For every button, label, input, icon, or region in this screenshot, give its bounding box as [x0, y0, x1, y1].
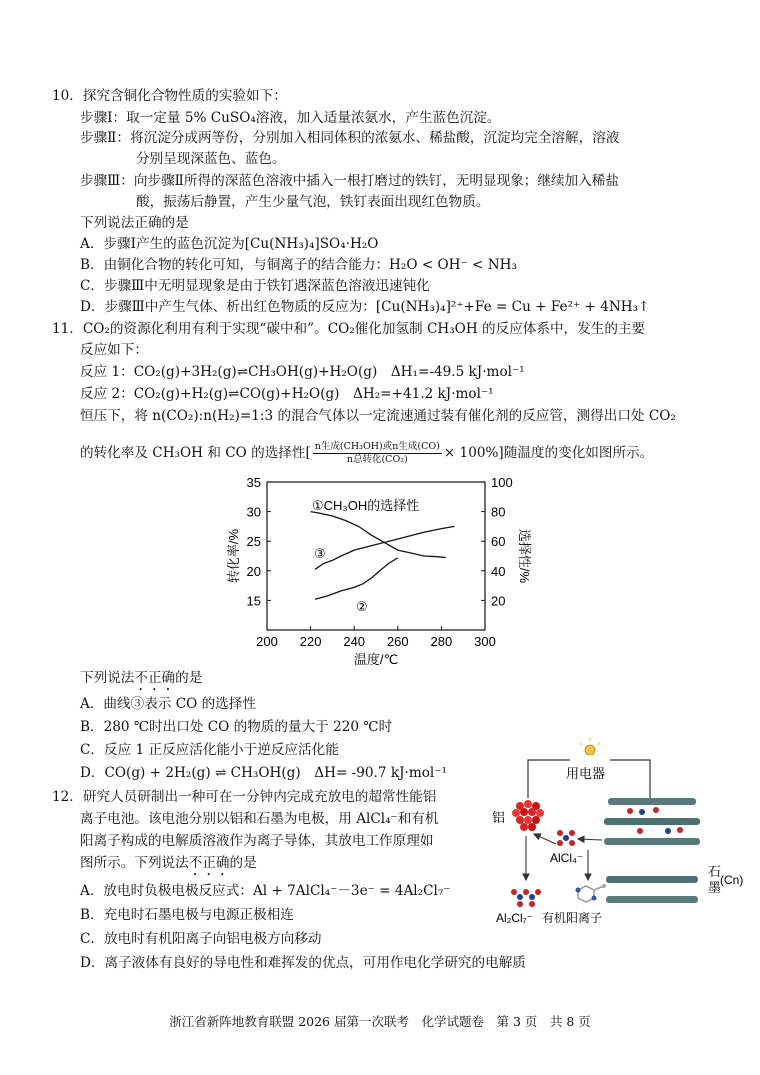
q12-stem-line1: 12．研究人员研制出一种可在一分钟内完成充放电的超常性能铝	[52, 789, 437, 805]
q10-step1: 步骤Ⅰ：取一定量 5% CuSO₄溶液，加入适量浓氨水，产生蓝色沉淀。	[80, 110, 501, 126]
y-left-tick-label: 20	[246, 563, 261, 579]
y-axis-label-right: 选择性/%	[517, 528, 532, 584]
selectivity-conversion-chart	[222, 470, 532, 670]
q11-option-c: C．反应 1 正反应活化能小于逆反应活化能	[80, 742, 339, 758]
x-tick-label: 260	[386, 634, 409, 649]
q10-option-c: C．步骤Ⅲ中无明显现象是由于铁钉遇深蓝色溶液迅速钝化	[80, 278, 430, 294]
q11-selectivity-definition	[80, 441, 653, 466]
q10-step2-line1: 步骤Ⅱ：将沉淀分成两等份，分别加入相同体积的浓氨水、稀盐酸，沉淀均完全溶解，溶液	[80, 130, 620, 146]
y-right-tick-label: 20	[491, 593, 506, 609]
al2cl7-label: Al₂Cl₇⁻	[496, 911, 534, 925]
selectivity-suffix: × 100%]随温度的变化如图所示。	[443, 445, 654, 461]
y-left-tick-label: 30	[246, 504, 261, 520]
y-left-tick-label: 35	[246, 475, 261, 490]
q12-option-a: A．放电时负极电极反应式：Al + 7AlCl₄⁻－3e⁻ = 4Al₂Cl₇⁻	[80, 883, 451, 899]
q10-step3-line2: 酸，振荡后静置，产生少量气泡，铁钉表面出现红色物质。	[136, 194, 490, 210]
q11-reaction-2: 反应 2：CO₂(g)+H₂(g)⇌CO(g)+H₂O(g) ΔH₂=+41.2 kJ·mol⁻¹	[80, 386, 494, 402]
q10-option-b: B．由铜化合物的转化可知，与铜离子的结合能力：H₂O < OH⁻ < NH₃	[80, 257, 517, 273]
y-left-tick-label: 25	[246, 534, 261, 550]
al2cl7-ion-icon	[511, 889, 541, 907]
x-tick-label: 280	[430, 634, 453, 649]
graphite-label-1: 石	[708, 864, 722, 879]
graphite-label-2: 墨	[708, 880, 722, 895]
q10-option-d: D．步骤Ⅲ中产生气体、析出红色物质的反应为：[Cu(NH₃)₄]²⁺+Fe = Cu + Fe²⁺ + 4NH₃↑	[80, 299, 650, 315]
q12-stem-prefix: 图所示。下列说法	[80, 855, 189, 871]
q11-condition: 恒压下，将 n(CO₂):n(H₂)=1:3 的混合气体以一定流速通过装有催化剂的反应管，测得出口处 CO₂	[80, 408, 676, 424]
x-tick-label: 220	[299, 634, 322, 649]
load-box	[570, 755, 610, 765]
series-ch3oh-selectivity	[311, 512, 446, 558]
q12-option-b: B．充电时石墨电极与电源正极相连	[80, 907, 294, 923]
fraction-denominator: n总转化(CO₂)	[346, 454, 408, 465]
graphite-cn-label: (Cn)	[720, 873, 744, 887]
aluminum-electrode-icon	[512, 800, 544, 831]
fraction-numerator: n生成(CH₃OH)或n生成(CO)	[314, 441, 440, 452]
y-right-tick-label: 40	[491, 563, 506, 579]
q12-stem-suffix: 的是	[229, 855, 257, 871]
arrow-graphite-to-alcl4	[578, 839, 602, 840]
y-left-tick-label: 15	[246, 593, 261, 609]
q10-step3-line1: 步骤Ⅲ：向步骤Ⅱ所得的深蓝色溶液中插入一根打磨过的铁钉，无明显现象；继续加入稀盐	[80, 173, 619, 189]
y-right-tick-label: 80	[491, 504, 506, 520]
x-tick-label: 300	[474, 634, 496, 649]
organic-cation-icon	[576, 884, 607, 902]
battery-diagram	[490, 740, 744, 930]
q12-option-d: D．离子液体有良好的导电性和难挥发的优点，可用作电化学研究的电解质	[80, 955, 526, 971]
q10-question: 下列说法正确的是	[80, 215, 189, 231]
cation-label: 有机阳离子	[542, 911, 603, 925]
curve-label-2: ②	[356, 599, 368, 614]
q11-question-emphasis: 不正确	[134, 670, 176, 686]
q11-reaction-1: 反应 1：CO₂(g)+3H₂(g)⇌CH₃OH(g)+H₂O(g) ΔH₁=-49.5 kJ·mol⁻¹	[80, 364, 525, 380]
series-curve-3	[315, 526, 455, 569]
series-curve-2	[315, 558, 398, 599]
q11-stem-line2: 反应如下：	[80, 342, 148, 358]
load-label: 用电器	[566, 766, 606, 781]
q10-stem: 10．探究含铜化合物性质的实验如下：	[52, 88, 287, 104]
curve-label-ch3oh: ①CH₃OH的选择性	[312, 498, 420, 513]
graphite-electrode-icon	[604, 798, 700, 903]
arrow-alcl4-to-al	[534, 834, 556, 844]
y-right-tick-label: 100	[491, 475, 513, 490]
q11-question-suffix: 的是	[175, 670, 203, 686]
alcl4-label: AlCl₄⁻	[550, 851, 584, 865]
x-axis-label: 温度/℃	[353, 652, 399, 667]
q11-option-b: B．280 ℃时出口处 CO 的物质的量大于 220 ℃时	[80, 719, 393, 735]
q11-question	[80, 668, 202, 694]
q12-stem-line2: 离子电池。该电池分别以铝和石墨为电极，用 AlCl₄⁻和有机	[80, 811, 439, 827]
q10-step2-line2: 分别呈现深蓝色、蓝色。	[136, 151, 286, 167]
q12-stem-emphasis: 不正确	[188, 855, 230, 871]
y-axis-label-left: 转化率/%	[226, 528, 241, 584]
x-tick-label: 240	[343, 634, 366, 649]
curve-label-3: ③	[314, 546, 326, 561]
q11-question-prefix: 下列说法	[80, 670, 135, 686]
q11-option-a: A．曲线③表示 CO 的选择性	[80, 696, 256, 712]
x-tick-label: 200	[256, 634, 278, 649]
q12-stem-line3: 阳离子构成的电解质溶液作为离子导体，其放电工作原理如	[80, 833, 434, 849]
aluminum-label: 铝	[492, 810, 506, 825]
q11-stem-line1: 11．CO₂的资源化利用有利于实现“碳中和”。CO₂催化加氢制 CH₃OH 的反应体系中，发生的主要	[52, 321, 646, 337]
q11-option-d: D．CO(g) + 2H₂(g) ⇌ CH₃OH(g) ΔH= -90.7 kJ·mol⁻¹	[80, 765, 447, 781]
q12-stem-line4	[80, 853, 257, 879]
selectivity-fraction	[313, 441, 442, 466]
q12-option-c: C．放电时有机阳离子向铝电极方向移动	[80, 931, 322, 947]
alcl4-ion-icon	[557, 830, 575, 846]
y-right-tick-label: 60	[491, 534, 506, 550]
q10-option-a: A．步骤Ⅰ产生的蓝色沉淀为[Cu(NH₃)₄]SO₄·H₂O	[80, 236, 379, 252]
selectivity-prefix: 的转化率及 CH₃OH 和 CO 的选择性[	[80, 445, 311, 461]
light-bulb-icon	[580, 738, 600, 755]
page-footer: 浙江省新阵地教育联盟 2026 届第一次联考 化学试题卷 第 3 页 共 8 页	[169, 1014, 591, 1029]
